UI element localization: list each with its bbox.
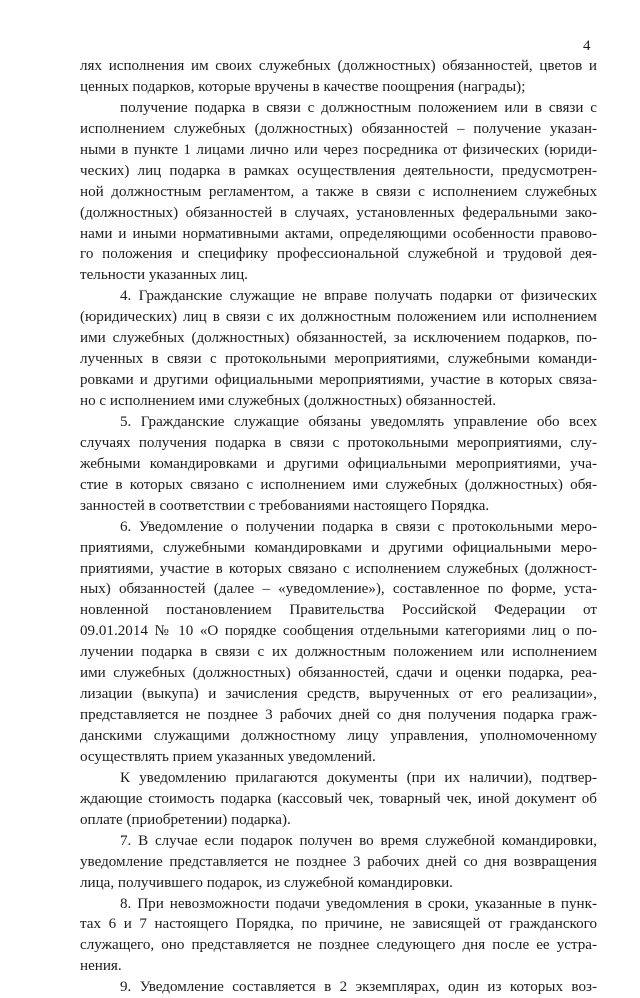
page-number: 4: [583, 38, 591, 54]
text-line: осуществлять прием указанных уведомлений.: [80, 748, 376, 765]
text-line: тах 6 и 7 настоящего Порядка, по причине, не зависящей от гражданского: [80, 916, 597, 933]
text-line: лучении подарка в связи с их должностным положением или исполнением: [80, 644, 597, 661]
text-line: 9. Уведомление составляется в 2 экземплярах, один из которых воз-: [120, 979, 597, 996]
text-line: занностей в соответствии с требованиями настоящего Порядка.: [80, 497, 490, 514]
text-line: ценных подарков, которые вручены в качестве поощрения (награды);: [80, 78, 526, 95]
text-line: ждающие стоимость подарка (кассовый чек, товарный чек, иной документ об: [80, 790, 597, 807]
text-line: 5. Гражданские служащие обязаны уведомлять управление обо всех: [120, 413, 597, 430]
text-line: го положения и специфику профессиональной служебной и трудовой дея-: [80, 246, 597, 263]
text-line: жебными командировками и другими официальными мероприятиями, уча-: [80, 455, 597, 472]
text-line: ной должностным регламентом, а также в связи с исполнением служебных: [80, 183, 597, 200]
text-line: ческих) лиц подарка в рамках осуществления деятельности, предусмотрен-: [80, 162, 597, 179]
text-line: уведомление представляется не позднее 3 рабочих дней со дня возвращения: [80, 853, 597, 870]
text-line: ных) обязанностей (далее – «уведомление»), составленное по форме, уста-: [80, 581, 597, 598]
text-line: представляется не позднее 3 рабочих дней со дня получения подарка граж-: [80, 707, 597, 724]
text-line: 09.01.2014 № 10 «О порядке сообщения отдельными категориями лиц о по-: [80, 623, 597, 640]
text-line: нения.: [80, 958, 122, 975]
text-line: (юридических) лиц в связи с их должностным положением или исполнением: [80, 309, 597, 326]
text-line: данскими служащими должностному лицу управления, уполномоченному: [80, 728, 597, 744]
text-line: 7. В случае если подарок получен во время служебной командировки,: [120, 832, 597, 849]
text-line: ими служебных (должностных) обязанностей, сдачи и оценки подарка, реа-: [80, 665, 597, 682]
text-line: нами и иными нормативными актами, определяющими особенности правово-: [80, 225, 597, 242]
text-line: новленной постановлением Правительства Российской Федерации от: [80, 602, 597, 619]
text-line: К уведомлению прилагаются документы (при их наличии), подтвер-: [120, 769, 597, 786]
text-line: ными в пункте 1 лицами лично или через посредника от физических (юриди-: [80, 141, 597, 158]
text-line: тельности указанных лиц.: [80, 267, 248, 284]
text-line: но с исполнением ими служебных (должностных) обязанностей.: [80, 393, 497, 409]
text-line: ровками и другими официальными мероприятиями, участие в которых связа-: [80, 372, 597, 389]
text-line: лях исполнения им своих служебных (должностных) обязанностей, цветов и: [80, 58, 597, 74]
text-line: стие в которых связано с исполнением ими служебных (должностных) обя-: [80, 476, 597, 493]
text-line: 6. Уведомление о получении подарка в связи с протокольными меро-: [120, 518, 597, 535]
text-line: приятиями, участие в которых связано с исполнением служебных (должност-: [80, 560, 597, 577]
text-line: служащего, оно представляется не позднее следующего дня после ее устра-: [80, 937, 597, 954]
text-line: лученных в связи с протокольными мероприятиями, служебными команди-: [80, 351, 597, 368]
body-text: [80, 56, 597, 998]
text-line: 8. При невозможности подачи уведомления в сроки, указанные в пунк-: [120, 895, 597, 912]
text-line: лизации (выкупа) и зачисления средств, вырученных от его реализации»,: [80, 686, 597, 703]
text-line: ими служебных (должностных) обязанностей, за исключением подарков, по-: [80, 330, 597, 347]
text-line: лица, получившего подарок, из служебной командировки.: [80, 874, 453, 891]
text-line: случаях получения подарка в связи с протокольными мероприятиями, слу-: [80, 434, 597, 451]
text-line: исполнением служебных (должностных) обязанностей – получение указан-: [80, 120, 597, 137]
text-line: получение подарка в связи с должностным положением или в связи с: [120, 99, 597, 116]
text-line: (должностных) обязанностей в случаях, установленных федеральными зако-: [80, 204, 597, 221]
text-line: оплате (приобретении) подарка).: [80, 811, 291, 828]
text-line: приятиями, служебными командировками и другими официальными меро-: [80, 539, 597, 556]
text-line: 4. Гражданские служащие не вправе получать подарки от физических: [120, 288, 597, 305]
